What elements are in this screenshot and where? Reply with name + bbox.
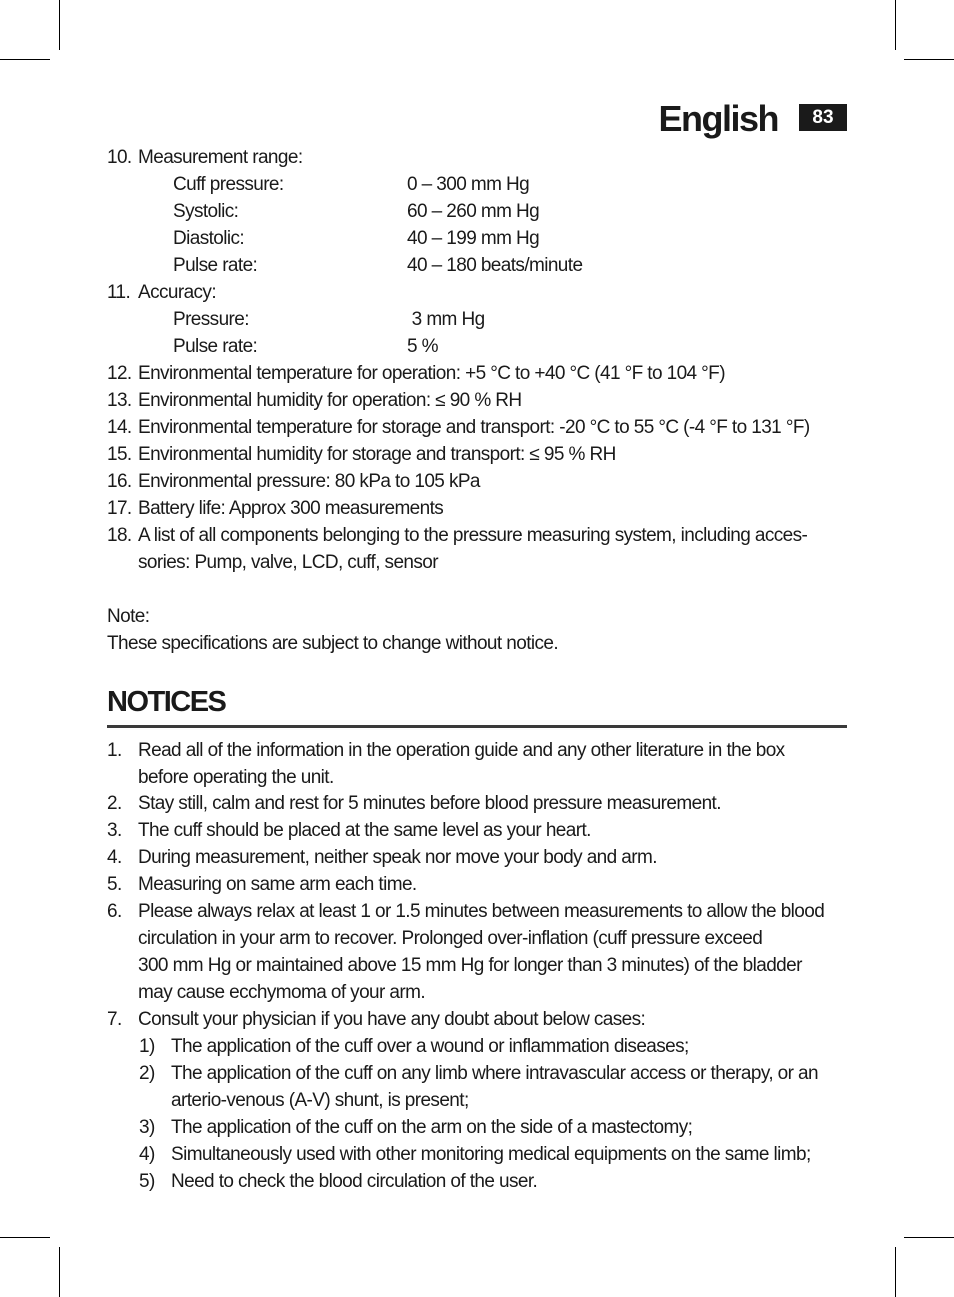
- spec-label: Systolic:: [173, 201, 239, 222]
- subitem-text: Simultaneously used with other monitoring medical equipments on the same limb;: [171, 1144, 811, 1165]
- item-text: A list of all components belonging to the pressure measuring system, including acces-: [138, 525, 808, 546]
- item-text: Environmental humidity for storage and transport: ≤ 95 % RH: [138, 444, 616, 465]
- subitem-text: The application of the cuff on any limb where intravascular access or therapy, or an: [171, 1063, 818, 1084]
- subitem-number: 4): [139, 1144, 155, 1165]
- spec-value: 40 – 199 mm Hg: [407, 228, 540, 249]
- notice-text: Consult your physician if you have any doubt about below cases:: [138, 1009, 646, 1030]
- notice-number: 6.: [107, 901, 122, 922]
- item-number: 12.: [107, 363, 132, 384]
- item-text: Accuracy:: [138, 282, 217, 303]
- section-heading: NOTICES: [107, 686, 226, 718]
- notice-number: 2.: [107, 793, 122, 814]
- heading-rule: [107, 725, 847, 728]
- item-text: Environmental temperature for operation: +5 °C to +40 °C (41 °F to 104 °F): [138, 363, 725, 384]
- item-number: 15.: [107, 444, 132, 465]
- subitem-number: 5): [139, 1171, 155, 1192]
- crop-mark-bottom-right-v: [895, 1247, 896, 1297]
- subitem-text: The application of the cuff over a wound or inflammation diseases;: [171, 1036, 689, 1057]
- notice-text: During measurement, neither speak nor move your body and arm.: [138, 847, 657, 868]
- notice-text: Please always relax at least 1 or 1.5 minutes between measurements to allow the blood: [138, 901, 825, 922]
- crop-mark-bottom-left-v: [59, 1247, 60, 1297]
- item-number: 13.: [107, 390, 132, 411]
- crop-mark-bottom-left-h: [0, 1237, 50, 1238]
- subitem-text: The application of the cuff on the arm on the side of a mastectomy;: [171, 1117, 693, 1138]
- item-text-continued: sories: Pump, valve, LCD, cuff, sensor: [138, 552, 438, 573]
- item-number: 17.: [107, 498, 132, 519]
- notice-text: Read all of the information in the operation guide and any other literature in the box: [138, 740, 785, 761]
- spec-value: 0 – 300 mm Hg: [407, 174, 530, 195]
- notice-text: may cause ecchymoma of your arm.: [138, 982, 426, 1003]
- notice-text: Measuring on same arm each time.: [138, 874, 417, 895]
- item-text: Environmental temperature for storage and transport: -20 °C to 55 °C (-4 °F to 131 °F): [138, 417, 810, 438]
- crop-mark-bottom-right-h: [904, 1237, 954, 1238]
- spec-label: Pressure:: [173, 309, 249, 330]
- notice-text: 300 mm Hg or maintained above 15 mm Hg for longer than 3 minutes) of the bladder: [138, 955, 802, 976]
- notice-number: 3.: [107, 820, 122, 841]
- spec-value: 5 %: [407, 336, 438, 357]
- spec-label: Diastolic:: [173, 228, 245, 249]
- item-number: 14.: [107, 417, 132, 438]
- notice-number: 4.: [107, 847, 122, 868]
- note-label: Note:: [107, 606, 150, 627]
- item-number: 16.: [107, 471, 132, 492]
- spec-label: Pulse rate:: [173, 255, 258, 276]
- notice-text: The cuff should be placed at the same level as your heart.: [138, 820, 591, 841]
- spec-value: 3 mm Hg: [407, 309, 485, 330]
- notice-number: 1.: [107, 740, 122, 761]
- page-number: 83: [799, 104, 847, 131]
- spec-label: Cuff pressure:: [173, 174, 284, 195]
- item-text: Measurement range:: [138, 147, 303, 168]
- spec-label: Pulse rate:: [173, 336, 258, 357]
- note-text: These specifications are subject to change without notice.: [107, 633, 559, 654]
- item-number: 10.: [107, 147, 132, 168]
- notice-text: Stay still, calm and rest for 5 minutes before blood pressure measurement.: [138, 793, 721, 814]
- spec-value: 60 – 260 mm Hg: [407, 201, 540, 222]
- crop-mark-top-right-v: [895, 0, 896, 50]
- subitem-number: 2): [139, 1063, 155, 1084]
- language-label: English: [658, 98, 778, 139]
- crop-mark-top-left-v: [59, 0, 60, 50]
- spec-value: 40 – 180 beats/minute: [407, 255, 583, 276]
- notice-number: 7.: [107, 1009, 122, 1030]
- item-number: 18.: [107, 525, 132, 546]
- crop-mark-top-right-h: [904, 59, 954, 60]
- subitem-number: 3): [139, 1117, 155, 1138]
- item-text: Environmental pressure: 80 kPa to 105 kPa: [138, 471, 480, 492]
- crop-mark-top-left-h: [0, 59, 50, 60]
- subitem-text: Need to check the blood circulation of the user.: [171, 1171, 538, 1192]
- item-number: 11.: [107, 282, 131, 303]
- notice-text: before operating the unit.: [138, 767, 334, 788]
- notice-text: circulation in your arm to recover. Prolonged over-inflation (cuff pressure exceed: [138, 928, 763, 949]
- item-text: Environmental humidity for operation: ≤ 90 % RH: [138, 390, 522, 411]
- subitem-text: arterio-venous (A-V) shunt, is present;: [171, 1090, 469, 1111]
- item-text: Battery life: Approx 300 measurements: [138, 498, 444, 519]
- subitem-number: 1): [139, 1036, 155, 1057]
- notice-number: 5.: [107, 874, 122, 895]
